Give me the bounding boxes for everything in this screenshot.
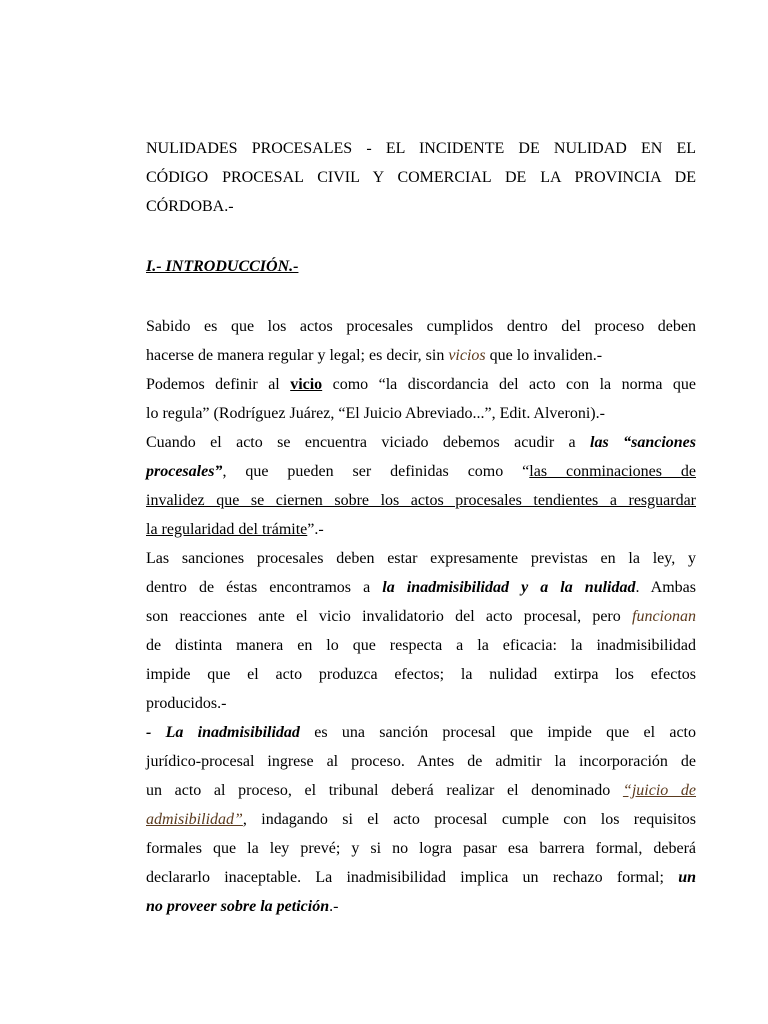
text-run: son reacciones ante el vicio invalidatorio del acto procesal, pero	[146, 608, 632, 625]
text-run: ”.-	[307, 521, 324, 538]
text-run: que lo invaliden.-	[485, 347, 603, 364]
emphasis-un: un	[678, 869, 696, 886]
text-run: un acto al proceso, el tribunal deberá realizar el denominado	[146, 782, 623, 799]
body-line	[146, 341, 696, 370]
body-line	[146, 428, 696, 457]
text-run: declararlo inaceptable. La inadmisibilidad implica un rechazo formal;	[146, 869, 679, 886]
body-line	[146, 573, 696, 602]
text-run: . Ambas	[635, 579, 696, 596]
body-line	[146, 834, 696, 863]
emphasis-funcionan: funcionan	[632, 608, 696, 625]
body-line	[146, 312, 696, 341]
title-line-3: CÓRDOBA.-	[146, 198, 234, 215]
text-run: lo regula” (Rodríguez Juárez, “El Juicio Abreviado...”, Edit. Alveroni).-	[146, 405, 605, 422]
body-line	[146, 399, 696, 428]
underlined-quote: invalidez que se ciernen sobre los actos procesales tendientes a resguardar	[146, 492, 696, 509]
emphasis-vicio: vicio	[290, 376, 323, 393]
text-run: Las sanciones procesales deben estar expresamente previstas en la ley, y	[146, 550, 696, 567]
emphasis-no-proveer: no proveer sobre la petición	[146, 898, 330, 915]
title-line-1: NULIDADES PROCESALES - EL INCIDENTE DE NULIDAD EN EL	[146, 140, 696, 157]
body-line	[146, 515, 696, 544]
section-heading: I.- INTRODUCCIÓN.-	[146, 258, 299, 275]
text-run: es una sanción procesal que impide que el acto	[299, 724, 697, 741]
emphasis-juicio-de: “juicio de	[622, 782, 697, 799]
body-line	[146, 747, 696, 776]
body-line	[146, 776, 696, 805]
text-run: hacerse de manera regular y legal; es decir, sin	[146, 347, 449, 364]
emphasis-vicios: vicios	[448, 347, 486, 364]
body-line	[146, 602, 696, 631]
emphasis-admisibilidad: admisibilidad”	[146, 811, 243, 828]
text-run: Sabido es que los actos procesales cumplidos dentro del proceso deben	[146, 318, 696, 335]
text-run: jurídico-procesal ingrese al proceso. Antes de admitir la incorporación de	[146, 753, 696, 770]
underlined-quote: la regularidad del trámite	[146, 521, 308, 538]
text-run: formales que la ley prevé; y si no logra pasar esa barrera formal, deberá	[146, 840, 696, 857]
body-line	[146, 863, 696, 892]
body-line	[146, 805, 696, 834]
emphasis-sanciones: las “sanciones	[590, 434, 696, 451]
text-run: de distinta manera en lo que respecta a la eficacia: la inadmisibilidad	[146, 637, 696, 654]
body-line	[146, 631, 696, 660]
body-line	[146, 660, 696, 689]
text-run: como “la discordancia del acto con la norma que	[322, 376, 696, 393]
text-run: .-	[329, 898, 339, 915]
emphasis-inadmisibilidad-nulidad: la inadmisibilidad y a la nulidad	[382, 579, 636, 596]
body-line	[146, 370, 696, 399]
text-run: Podemos definir al	[146, 376, 291, 393]
emphasis-procesales: procesales”	[146, 463, 223, 480]
text-run: , que pueden ser definidas como “	[222, 463, 530, 480]
text-run: impide que el acto produzca efectos; la nulidad extirpa los efectos	[146, 666, 696, 683]
text-run: dentro de éstas encontramos a	[146, 579, 383, 596]
emphasis-la-inadmisibilidad: - La inadmisibilidad	[146, 724, 300, 741]
title-line-2: CÓDIGO PROCESAL CIVIL Y COMERCIAL DE LA PROVINCIA DE	[146, 169, 696, 186]
body-line	[146, 689, 696, 718]
text-run: producidos.-	[146, 695, 227, 712]
body-line	[146, 544, 696, 573]
document-title	[146, 134, 696, 221]
document-body	[146, 312, 696, 921]
body-line	[146, 892, 696, 921]
text-run: Cuando el acto se encuentra viciado debemos acudir a	[146, 434, 591, 451]
body-line	[146, 718, 696, 747]
text-run: , indagando si el acto procesal cumple con los requisitos	[242, 811, 696, 828]
body-line	[146, 486, 696, 515]
body-line	[146, 457, 696, 486]
underlined-quote: las conminaciones de	[529, 463, 697, 480]
